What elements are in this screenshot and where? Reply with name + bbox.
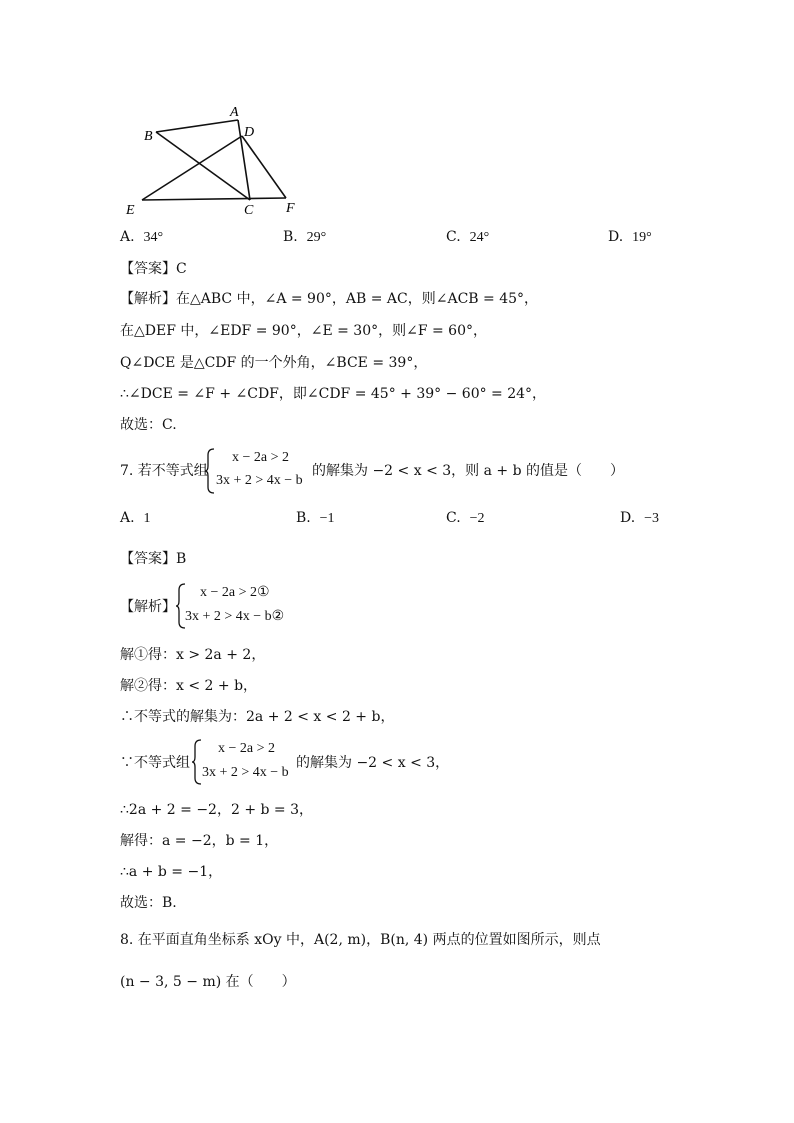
q7-step-2: 解②得：x < 2 + b， (120, 678, 258, 694)
q7-system-line-2: 3x + 2 > 4x − b (216, 473, 303, 488)
q7-because-system-line-1: x − 2a > 2 (218, 741, 276, 756)
point-label-f: F (286, 201, 295, 216)
q6-option-a: A. 34° (120, 229, 164, 245)
q7-option-a: A. 1 (120, 510, 151, 526)
q6-analysis-line-1: 【解析】在△ABC 中，∠A = 90°，AB = AC，则∠ACB = 45°， (120, 291, 539, 307)
q7-step-5: 解得：a = −2，b = 1， (120, 833, 279, 849)
q7-system-line-1: x − 2a > 2 (232, 450, 290, 465)
q7-brace (204, 447, 216, 495)
q6-option-b: B. 29° (283, 229, 327, 245)
q7-because-prefix: ∵不等式组 (120, 755, 190, 771)
q8-stem-line-2: (n − 3, 5 − m) 在（ ） (120, 974, 296, 990)
q7-analysis-system-line-2: 3x + 2 > 4x − b② (185, 609, 285, 624)
q6-analysis-line-2: 在△DEF 中，∠EDF = 90°，∠E = 30°，则∠F = 60°， (120, 323, 487, 339)
point-label-a: A (230, 105, 239, 120)
q7-option-b: B. −1 (296, 510, 335, 526)
q7-because-suffix: 的解集为 −2 < x < 3， (296, 755, 450, 771)
point-label-d: D (244, 125, 255, 140)
q7-step-4: ∴2a + 2 = −2，2 + b = 3， (120, 802, 314, 818)
point-label-b: B (144, 129, 153, 144)
point-label-c: C (244, 203, 254, 218)
q7-analysis-label: 【解析】 (120, 599, 176, 615)
q6-answer: 【答案】C (120, 261, 187, 277)
q7-answer: 【答案】B (120, 551, 187, 567)
q7-option-c: C. −2 (446, 510, 485, 526)
q7-step-6: ∴a + b = −1， (120, 864, 223, 880)
q7-stem-prefix: 7. 若不等式组 (120, 463, 208, 479)
q7-step-3: ∴不等式的解集为：2a + 2 < x < 2 + b， (120, 709, 395, 725)
q6-analysis-line-5: 故选：C. (120, 417, 177, 433)
q7-step-1: 解①得：x > 2a + 2， (120, 647, 266, 663)
point-label-e: E (126, 203, 135, 218)
q8-stem-line-1: 8. 在平面直角坐标系 xOy 中，A(2, m)，B(n, 4) 两点的位置如图所示，则点 (120, 932, 601, 948)
triangle-figure (120, 100, 310, 220)
q7-step-7: 故选：B. (120, 895, 177, 911)
q7-option-d: D. −3 (620, 510, 659, 526)
q7-stem-suffix: 的解集为 −2 < x < 3，则 a + b 的值是（ ） (312, 463, 624, 479)
q7-analysis-system-line-1: x − 2a > 2① (200, 585, 270, 600)
q6-analysis-line-4: ∴∠DCE = ∠F + ∠CDF，即∠CDF = 45° + 39° − 60° = 24°， (120, 386, 547, 402)
q7-because-system-line-2: 3x + 2 > 4x − b (202, 765, 289, 780)
q6-option-d: D. 19° (608, 229, 652, 245)
q6-analysis-line-3: Q∠DCE 是△CDF 的一个外角，∠BCE = 39°， (120, 355, 428, 371)
q6-option-c: C. 24° (446, 229, 490, 245)
